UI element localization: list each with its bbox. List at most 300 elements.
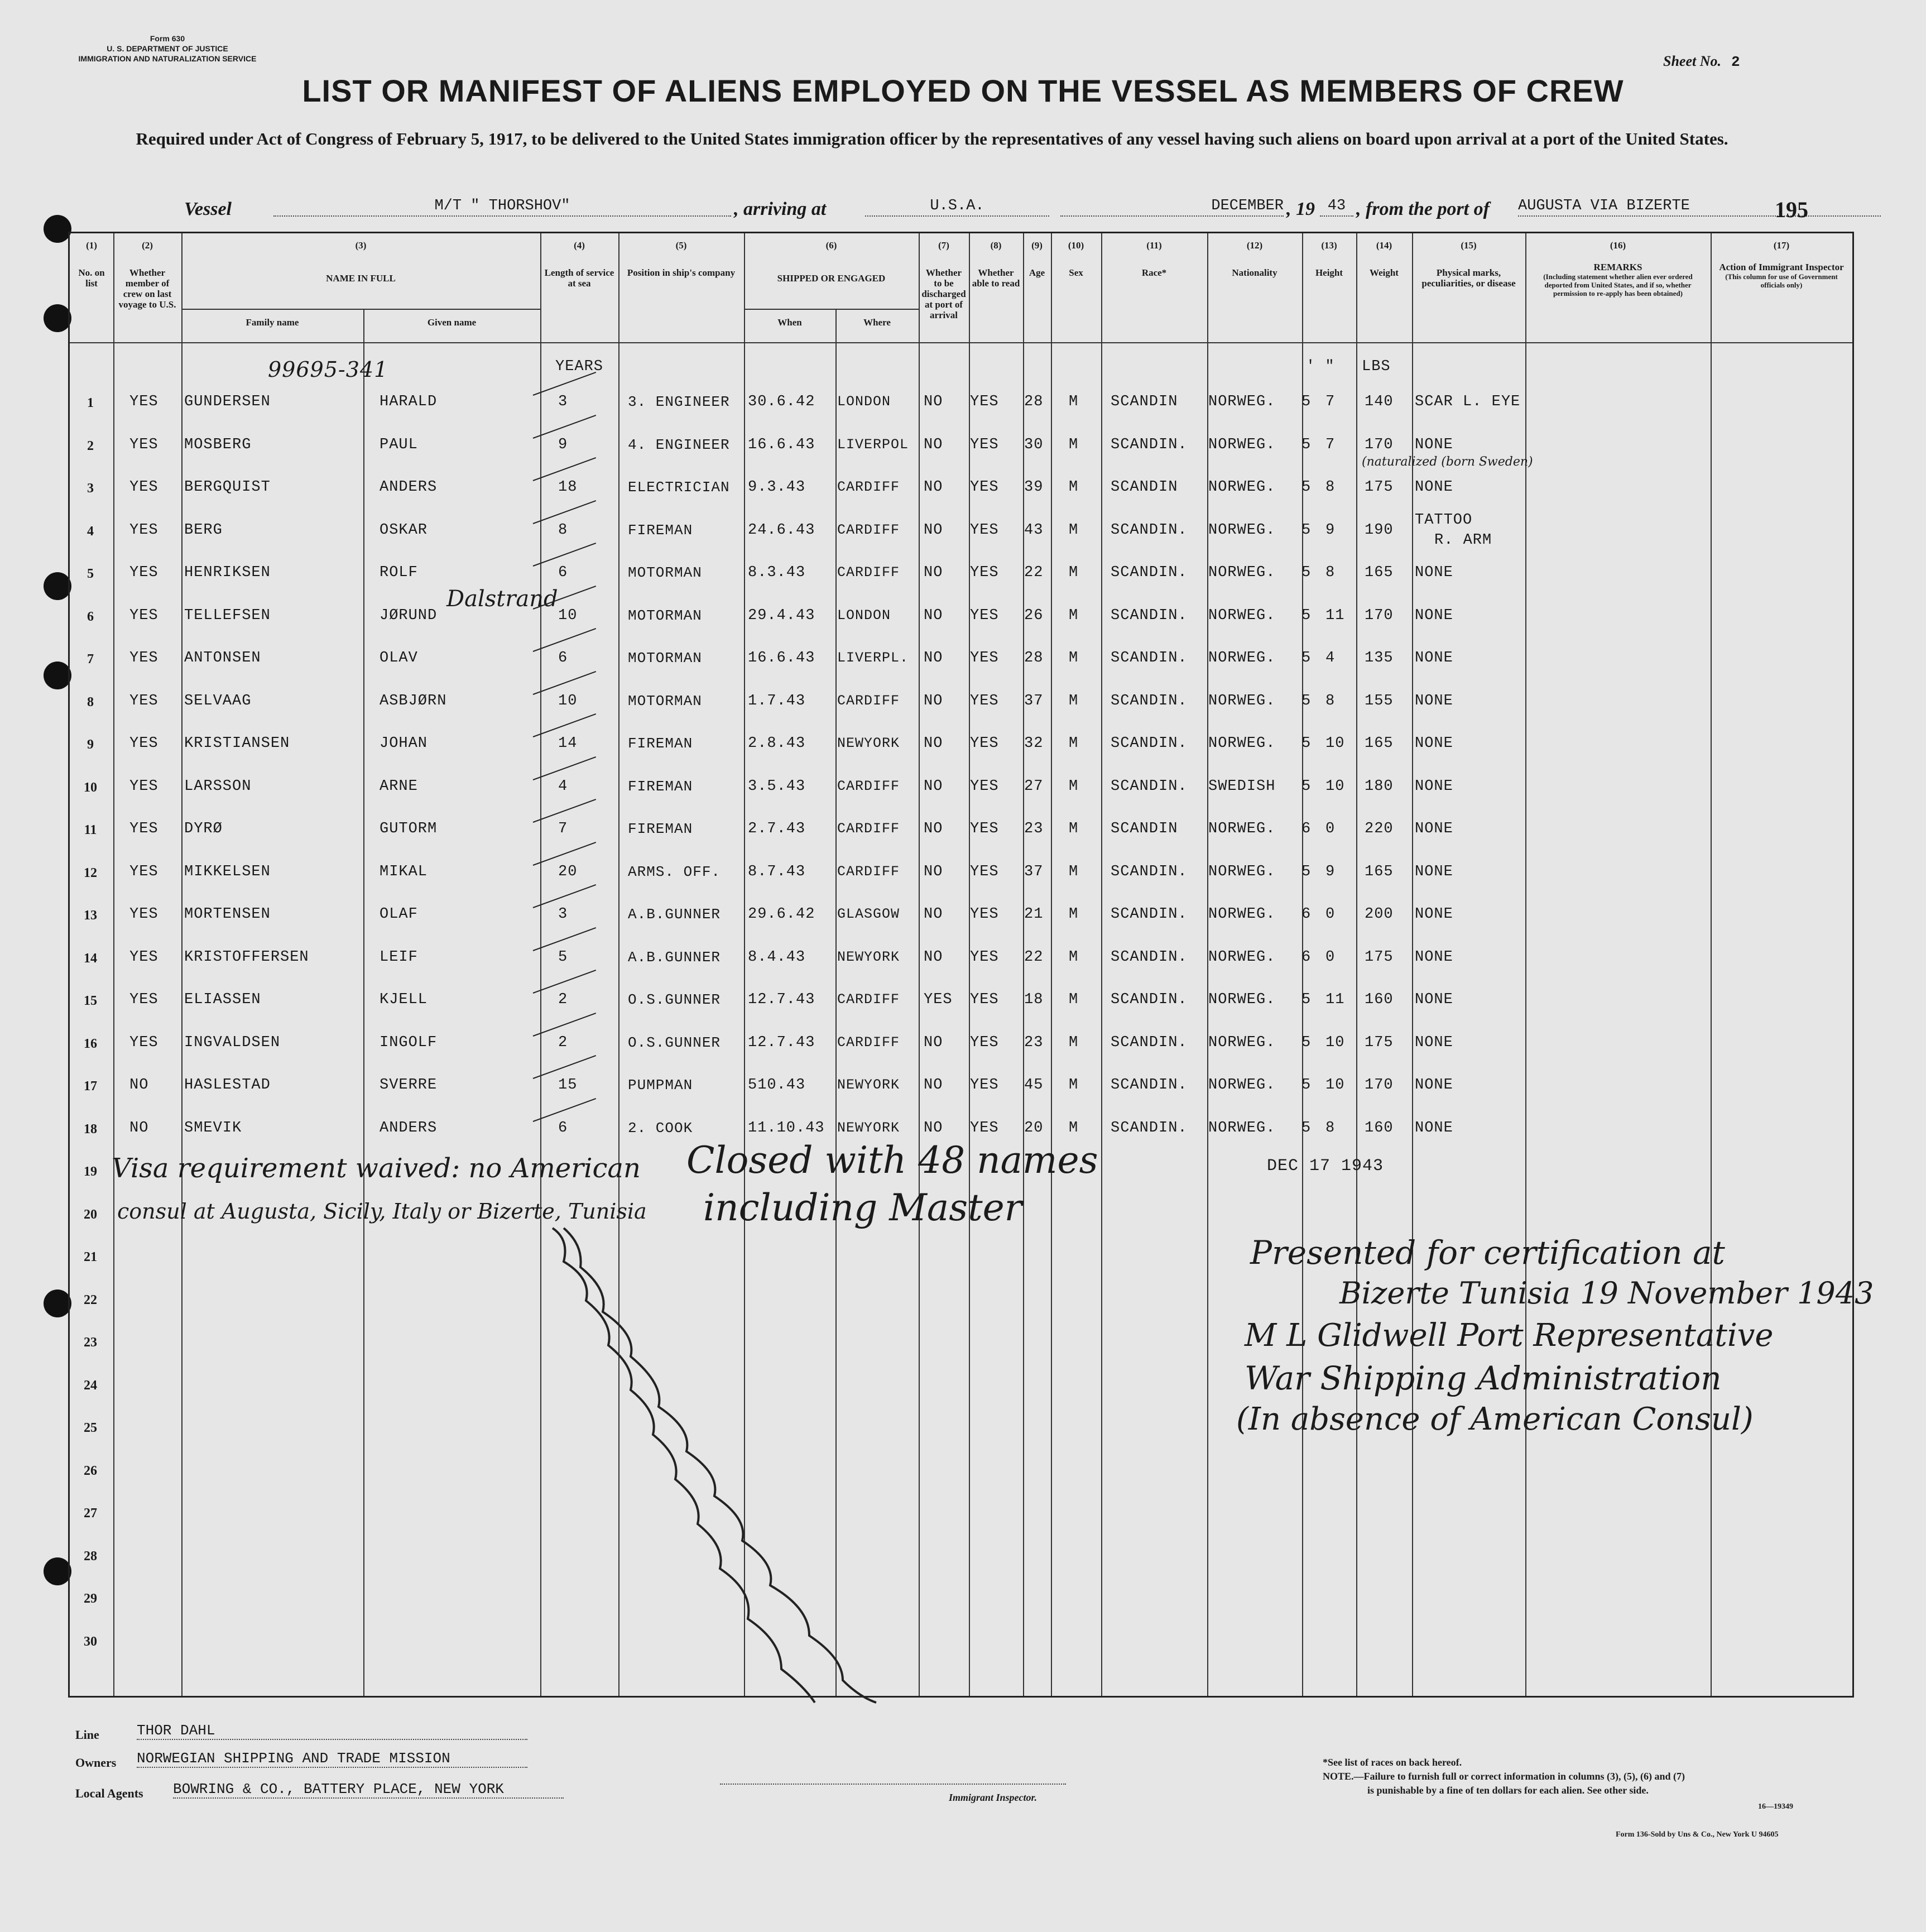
- race: SCANDIN.: [1111, 564, 1188, 581]
- ship-position: 4. ENGINEER: [628, 436, 730, 453]
- age: 23: [1024, 821, 1044, 837]
- given-name: OSKAR: [380, 521, 428, 539]
- page-number: 195: [1775, 197, 1808, 222]
- physical-marks: NONE: [1415, 692, 1453, 709]
- nationality: NORWEG.: [1208, 479, 1276, 496]
- annotation-cert-4: War Shipping Administration: [1245, 1359, 1722, 1397]
- page-subtitle: Required under Act of Congress of February 5, 1917, to be delivered to the United States immigration officer by the representatives of any vessel having such aliens on board upon arrival at a port of the United States.: [136, 129, 1728, 148]
- column-divider: [1525, 233, 1526, 1696]
- physical-marks: NONE: [1415, 863, 1453, 880]
- length-of-service: 8: [558, 521, 568, 539]
- able-to-read: YES: [970, 821, 999, 837]
- column-label: Race*: [1141, 267, 1167, 278]
- column-number: (15): [1461, 240, 1477, 251]
- family-name: MOSBERG: [184, 436, 252, 453]
- ship-position: PUMPMAN: [628, 1077, 693, 1094]
- physical-marks: NONE: [1415, 906, 1453, 923]
- length-of-service: 2: [558, 1034, 568, 1051]
- shipped-where: NEWYORK: [837, 1119, 900, 1136]
- line-number: 10: [84, 780, 97, 795]
- height-feet: 5: [1301, 991, 1312, 1008]
- physical-marks: NONE: [1415, 948, 1453, 966]
- line-number: 13: [84, 908, 97, 923]
- column-header: [1525, 240, 1711, 298]
- age: 22: [1024, 564, 1044, 581]
- height-feet: 6: [1301, 906, 1312, 923]
- height-inches: 9: [1325, 863, 1336, 880]
- shipped-where: GLASGOW: [837, 906, 900, 922]
- ship-position: FIREMAN: [628, 778, 693, 795]
- nationality: NORWEG.: [1208, 821, 1276, 837]
- manifest-table: [68, 232, 1854, 1698]
- shipped-where: LIVERPL.: [837, 650, 909, 666]
- sex: M: [1069, 564, 1079, 581]
- column-divider: [1412, 233, 1413, 1696]
- column-note: (Including statement whether alien ever ordered deported from United States, and if so, whether permission to re-apply has been obtained): [1543, 272, 1693, 298]
- family-name: HENRIKSEN: [184, 564, 271, 581]
- line-number: 23: [84, 1335, 97, 1350]
- nationality: NORWEG.: [1208, 863, 1276, 880]
- nationality: NORWEG.: [1208, 692, 1276, 709]
- annotation-naturalized: (naturalized (born Sweden): [1362, 455, 1533, 469]
- column-header: [744, 240, 919, 284]
- shipped-when: 8.3.43: [748, 564, 806, 581]
- given-name: ARNE: [380, 778, 418, 795]
- sex: M: [1069, 863, 1079, 880]
- able-to-read: YES: [970, 436, 999, 453]
- weight: 175: [1365, 1034, 1394, 1051]
- shipped-where: CARDIFF: [837, 991, 900, 1008]
- nationality: NORWEG.: [1208, 948, 1276, 966]
- sex: M: [1069, 735, 1079, 752]
- weight: 165: [1365, 863, 1394, 880]
- given-name: ANDERS: [380, 1119, 438, 1137]
- race: SCANDIN.: [1111, 948, 1188, 966]
- crew-last-voyage: YES: [129, 735, 159, 752]
- height-inches: 10: [1325, 778, 1345, 795]
- physical-marks: NONE: [1415, 650, 1453, 667]
- column-divider: [1711, 233, 1712, 1696]
- height-inches: 0: [1325, 948, 1336, 966]
- column-label: Age: [1029, 267, 1045, 278]
- ship-position: 2. COOK: [628, 1119, 693, 1137]
- race: SCANDIN.: [1111, 521, 1188, 539]
- weight: 170: [1365, 1077, 1394, 1094]
- height-feet: 5: [1301, 394, 1312, 410]
- column-number: (17): [1773, 240, 1790, 251]
- column-header: [1101, 240, 1207, 278]
- form-code: 16—19349: [1758, 1802, 1793, 1811]
- height-inches: 11: [1325, 607, 1345, 624]
- line-number: 26: [84, 1463, 97, 1478]
- age: 23: [1024, 1034, 1044, 1051]
- sex: M: [1069, 394, 1079, 410]
- sex: M: [1069, 479, 1079, 496]
- column-label: REMARKS: [1593, 262, 1642, 272]
- column-header: [1051, 240, 1101, 278]
- column-divider: [181, 233, 182, 1696]
- annotation-cert-1: Presented for certification at: [1250, 1234, 1725, 1272]
- race: SCANDIN.: [1111, 607, 1188, 624]
- binder-hole: [44, 661, 71, 689]
- physical-marks: TATTOO: [1415, 511, 1473, 529]
- sheet-value: 2: [1731, 54, 1740, 70]
- shipped-when: 3.5.43: [748, 778, 806, 795]
- shipped-where: NEWYORK: [837, 948, 900, 965]
- shipped-where: NEWYORK: [837, 735, 900, 751]
- line-number: 5: [87, 567, 94, 581]
- discharged: NO: [924, 778, 943, 795]
- height-inches: 8: [1325, 692, 1336, 709]
- discharged: NO: [924, 1034, 943, 1051]
- able-to-read: YES: [970, 607, 999, 624]
- inspector-signature-line: [720, 1784, 1066, 1785]
- given-name: ROLF: [380, 564, 418, 581]
- column-number: (3): [355, 240, 367, 251]
- ship-position: MOTORMAN: [628, 650, 702, 667]
- shipped-when: 29.6.42: [748, 906, 815, 923]
- height-feet: 5: [1301, 479, 1312, 496]
- given-name: JØRUND: [380, 607, 438, 624]
- length-of-service: 6: [558, 650, 568, 667]
- age: 37: [1024, 863, 1044, 880]
- column-label: SHIPPED OR ENGAGED: [777, 273, 886, 284]
- able-to-read: YES: [970, 1034, 999, 1051]
- sex: M: [1069, 521, 1079, 539]
- family-name: LARSSON: [184, 778, 252, 795]
- weight: 175: [1365, 948, 1394, 966]
- vessel-line: [179, 195, 1831, 223]
- weight: 140: [1365, 394, 1394, 410]
- family-name: GUNDERSEN: [184, 394, 271, 410]
- column-header: [1302, 240, 1356, 278]
- column-label: Nationality: [1232, 267, 1277, 278]
- ship-position: FIREMAN: [628, 821, 693, 837]
- weight: 180: [1365, 778, 1394, 795]
- discharged: NO: [924, 479, 943, 496]
- given-name: HARALD: [380, 394, 438, 410]
- line-number: 8: [87, 694, 94, 709]
- given-name: INGOLF: [380, 1034, 438, 1051]
- inspector-label: Immigrant Inspector.: [949, 1792, 1038, 1803]
- family-name: MIKKELSEN: [184, 863, 271, 880]
- length-of-service: 18: [558, 479, 578, 496]
- column-header: [181, 240, 540, 284]
- height-feet: 5: [1301, 863, 1312, 880]
- discharged: NO: [924, 1077, 943, 1094]
- discharged: NO: [924, 521, 943, 539]
- line-label: Line: [75, 1728, 99, 1742]
- race: SCANDIN.: [1111, 778, 1188, 795]
- crew-last-voyage: YES: [129, 778, 159, 795]
- able-to-read: YES: [970, 863, 999, 880]
- shipped-where: CARDIFF: [837, 521, 900, 538]
- race: SCANDIN.: [1111, 1034, 1188, 1051]
- column-number: (4): [574, 240, 585, 251]
- race: SCANDIN: [1111, 394, 1178, 410]
- able-to-read: YES: [970, 991, 999, 1008]
- length-of-service: 6: [558, 1119, 568, 1137]
- discharged: NO: [924, 650, 943, 667]
- cancel-strike-lines: [530, 1217, 954, 1708]
- given-name: OLAF: [380, 906, 418, 923]
- length-of-service: 2: [558, 991, 568, 1008]
- crew-last-voyage: YES: [129, 521, 159, 539]
- family-name: BERG: [184, 521, 223, 539]
- age: 20: [1024, 1119, 1044, 1137]
- year-value: 43: [1320, 198, 1353, 217]
- column-number: (13): [1321, 240, 1337, 251]
- ship-position: MOTORMAN: [628, 692, 702, 709]
- family-name: DYRØ: [184, 821, 223, 837]
- race: SCANDIN: [1111, 821, 1178, 837]
- given-name: ANDERS: [380, 479, 438, 496]
- column-divider: [363, 233, 364, 1696]
- physical-marks: NONE: [1415, 778, 1453, 795]
- vessel-label: Vessel: [184, 199, 232, 219]
- family-name: KRISTIANSEN: [184, 735, 290, 752]
- sex: M: [1069, 991, 1079, 1008]
- able-to-read: YES: [970, 778, 999, 795]
- line-number: 16: [84, 1036, 97, 1051]
- unit-lbs: LBS: [1362, 358, 1391, 375]
- height-inches: 7: [1325, 436, 1336, 453]
- height-feet: 5: [1301, 778, 1312, 795]
- binder-hole: [44, 1289, 71, 1317]
- weight: 160: [1365, 991, 1394, 1008]
- line-number: 19: [84, 1164, 97, 1179]
- annotation-visa-2: consul at Augusta, Sicily, Italy or Bizerte, Tunisia: [117, 1199, 647, 1224]
- physical-marks: R. ARM: [1434, 531, 1492, 549]
- age: 43: [1024, 521, 1044, 539]
- family-name: HASLESTAD: [184, 1077, 271, 1094]
- sex: M: [1069, 948, 1079, 966]
- line-number: 9: [87, 737, 94, 752]
- annotation-cert-2: Bizerte Tunisia 19 November 1943: [1339, 1276, 1874, 1311]
- age: 22: [1024, 948, 1044, 966]
- height-inches: 9: [1325, 521, 1336, 539]
- shipped-where: NEWYORK: [837, 1077, 900, 1093]
- length-of-service: 3: [558, 906, 568, 923]
- sex: M: [1069, 436, 1079, 453]
- family-name: SMEVIK: [184, 1119, 242, 1137]
- crew-last-voyage: YES: [129, 906, 159, 923]
- weight: 135: [1365, 650, 1394, 667]
- ship-position: FIREMAN: [628, 735, 693, 752]
- ship-position: ELECTRICIAN: [628, 479, 730, 496]
- race: SCANDIN.: [1111, 650, 1188, 667]
- length-of-service: 14: [558, 735, 578, 752]
- discharged: NO: [924, 821, 943, 837]
- nationality: NORWEG.: [1208, 564, 1276, 581]
- length-of-service: 10: [558, 692, 578, 709]
- able-to-read: YES: [970, 521, 999, 539]
- column-header: [1412, 240, 1525, 289]
- crew-last-voyage: YES: [129, 821, 159, 837]
- race: SCANDIN.: [1111, 1077, 1188, 1094]
- annotation-surname: Dalstrand: [446, 586, 558, 612]
- shipped-where: LONDON: [837, 607, 891, 624]
- column-header: [618, 240, 744, 278]
- races-note: *See list of races on back hereof.: [1323, 1757, 1462, 1768]
- shipped-where: LIVERPOL: [837, 436, 909, 453]
- column-label: Sex: [1069, 267, 1083, 278]
- ship-position: A.B.GUNNER: [628, 948, 721, 966]
- date-stamp: DEC 17 1943: [1267, 1157, 1384, 1176]
- nationality: NORWEG.: [1208, 906, 1276, 923]
- physical-marks: NONE: [1415, 607, 1453, 624]
- column-label: Position in ship's company: [627, 267, 736, 278]
- discharged: YES: [924, 991, 953, 1008]
- column-label: Action of Immigrant Inspector: [1719, 262, 1844, 272]
- arriving-label: , arriving at: [734, 199, 827, 219]
- nationality: NORWEG.: [1208, 521, 1276, 539]
- column-number: (14): [1376, 240, 1392, 251]
- length-of-service: 20: [558, 863, 578, 880]
- length-of-service: 3: [558, 394, 568, 410]
- weight: 220: [1365, 821, 1394, 837]
- family-name: ELIASSEN: [184, 991, 261, 1008]
- column-subheader: Where: [863, 317, 891, 328]
- shipped-when: 29.4.43: [748, 607, 815, 624]
- nationality: NORWEG.: [1208, 1119, 1276, 1137]
- crew-last-voyage: YES: [129, 948, 159, 966]
- family-name: MORTENSEN: [184, 906, 271, 923]
- age: 28: [1024, 394, 1044, 410]
- year-label: , 19: [1286, 199, 1315, 219]
- ship-position: A.B.GUNNER: [628, 906, 721, 923]
- discharged: NO: [924, 394, 943, 410]
- given-name: JOHAN: [380, 735, 428, 752]
- physical-marks: NONE: [1415, 436, 1453, 453]
- height-feet: 5: [1301, 436, 1312, 453]
- family-name: KRISTOFFERSEN: [184, 948, 309, 966]
- discharged: NO: [924, 607, 943, 624]
- physical-marks: SCAR L. EYE: [1415, 394, 1521, 410]
- physical-marks: NONE: [1415, 1034, 1453, 1051]
- file-number: 99695-341: [268, 357, 388, 382]
- height-feet: 6: [1301, 948, 1312, 966]
- height-inches: 8: [1325, 1119, 1336, 1137]
- ship-position: MOTORMAN: [628, 564, 702, 581]
- agents-label: Local Agents: [75, 1786, 143, 1800]
- family-name: BERGQUIST: [184, 479, 271, 496]
- annotation-cert-3: M L Glidwell Port Representative: [1245, 1317, 1774, 1354]
- line-number: 1: [87, 396, 94, 410]
- height-feet: 5: [1301, 735, 1312, 752]
- weight: 190: [1365, 521, 1394, 539]
- nationality: NORWEG.: [1208, 394, 1276, 410]
- column-number: (1): [86, 240, 97, 251]
- given-name: OLAV: [380, 650, 418, 667]
- age: 30: [1024, 436, 1044, 453]
- nationality: NORWEG.: [1208, 1077, 1276, 1094]
- annotation-visa-1: Visa requirement waived: no American: [112, 1153, 641, 1184]
- column-label: No. on list: [78, 267, 105, 289]
- race: SCANDIN.: [1111, 991, 1188, 1008]
- able-to-read: YES: [970, 650, 999, 667]
- line-number: 22: [84, 1292, 97, 1307]
- nationality: NORWEG.: [1208, 650, 1276, 667]
- binder-hole: [44, 304, 71, 332]
- physical-marks: NONE: [1415, 991, 1453, 1008]
- shipped-where: CARDIFF: [837, 821, 900, 837]
- unit-height: ' ": [1306, 358, 1335, 375]
- physical-marks: NONE: [1415, 479, 1453, 496]
- crew-last-voyage: YES: [129, 479, 159, 496]
- annotation-closed-1: Closed with 48 names: [686, 1139, 1098, 1182]
- column-label: NAME IN FULL: [326, 273, 396, 284]
- column-label: Height: [1315, 267, 1343, 278]
- from-label: , from the port of: [1356, 199, 1490, 219]
- sheet-number: [1663, 53, 1740, 70]
- line-number: 27: [84, 1506, 97, 1521]
- given-name: SVERRE: [380, 1077, 438, 1094]
- shipped-when: 2.8.43: [748, 735, 806, 752]
- line-number: 25: [84, 1421, 97, 1435]
- given-name: ASBJØRN: [380, 692, 447, 709]
- column-label: Length of service at sea: [544, 267, 614, 289]
- ship-position: O.S.GUNNER: [628, 1034, 721, 1051]
- race: SCANDIN.: [1111, 863, 1188, 880]
- height-inches: 10: [1325, 1034, 1345, 1051]
- line-number: 18: [84, 1121, 97, 1137]
- length-of-service: 7: [558, 821, 568, 837]
- age: 45: [1024, 1077, 1044, 1094]
- column-subheader: When: [777, 317, 802, 328]
- shipped-when: 12.7.43: [748, 1034, 815, 1051]
- sex: M: [1069, 778, 1079, 795]
- height-feet: 5: [1301, 650, 1312, 667]
- crew-last-voyage: YES: [129, 607, 159, 624]
- line-number: 12: [84, 865, 97, 880]
- department-name: U. S. DEPARTMENT OF JUSTICE: [107, 44, 228, 53]
- shipped-where: CARDIFF: [837, 479, 900, 495]
- weight: 200: [1365, 906, 1394, 923]
- able-to-read: YES: [970, 394, 999, 410]
- able-to-read: YES: [970, 479, 999, 496]
- race: SCANDIN.: [1111, 1119, 1188, 1137]
- column-divider: [113, 233, 114, 1696]
- page-title: LIST OR MANIFEST OF ALIENS EMPLOYED ON THE VESSEL AS MEMBERS OF CREW: [302, 73, 1624, 108]
- column-subheader: Given name: [427, 317, 477, 328]
- line-number: 7: [87, 652, 94, 667]
- weight: 175: [1365, 479, 1394, 496]
- nationality: NORWEG.: [1208, 436, 1276, 453]
- column-note: (This column for use of Government officials only): [1725, 272, 1838, 289]
- age: 39: [1024, 479, 1044, 496]
- discharged: NO: [924, 1119, 943, 1137]
- height-inches: 8: [1325, 564, 1336, 581]
- column-header: [540, 240, 618, 289]
- column-divider: [1101, 233, 1102, 1696]
- column-number: (6): [825, 240, 837, 251]
- family-name: ANTONSEN: [184, 650, 261, 667]
- header-divider: [70, 342, 1852, 343]
- column-label: Whether member of crew on last voyage to U.S.: [118, 267, 176, 310]
- line-number: 21: [84, 1250, 97, 1264]
- discharged: NO: [924, 564, 943, 581]
- shipped-where: CARDIFF: [837, 778, 900, 794]
- physical-marks: NONE: [1415, 1077, 1453, 1094]
- month-value: DECEMBER: [1060, 198, 1284, 217]
- weight: 155: [1365, 692, 1394, 709]
- shipped-when: 9.3.43: [748, 479, 806, 496]
- line-number: 29: [84, 1591, 97, 1606]
- weight: 165: [1365, 564, 1394, 581]
- column-subheader: Family name: [246, 317, 299, 328]
- height-feet: 5: [1301, 607, 1312, 624]
